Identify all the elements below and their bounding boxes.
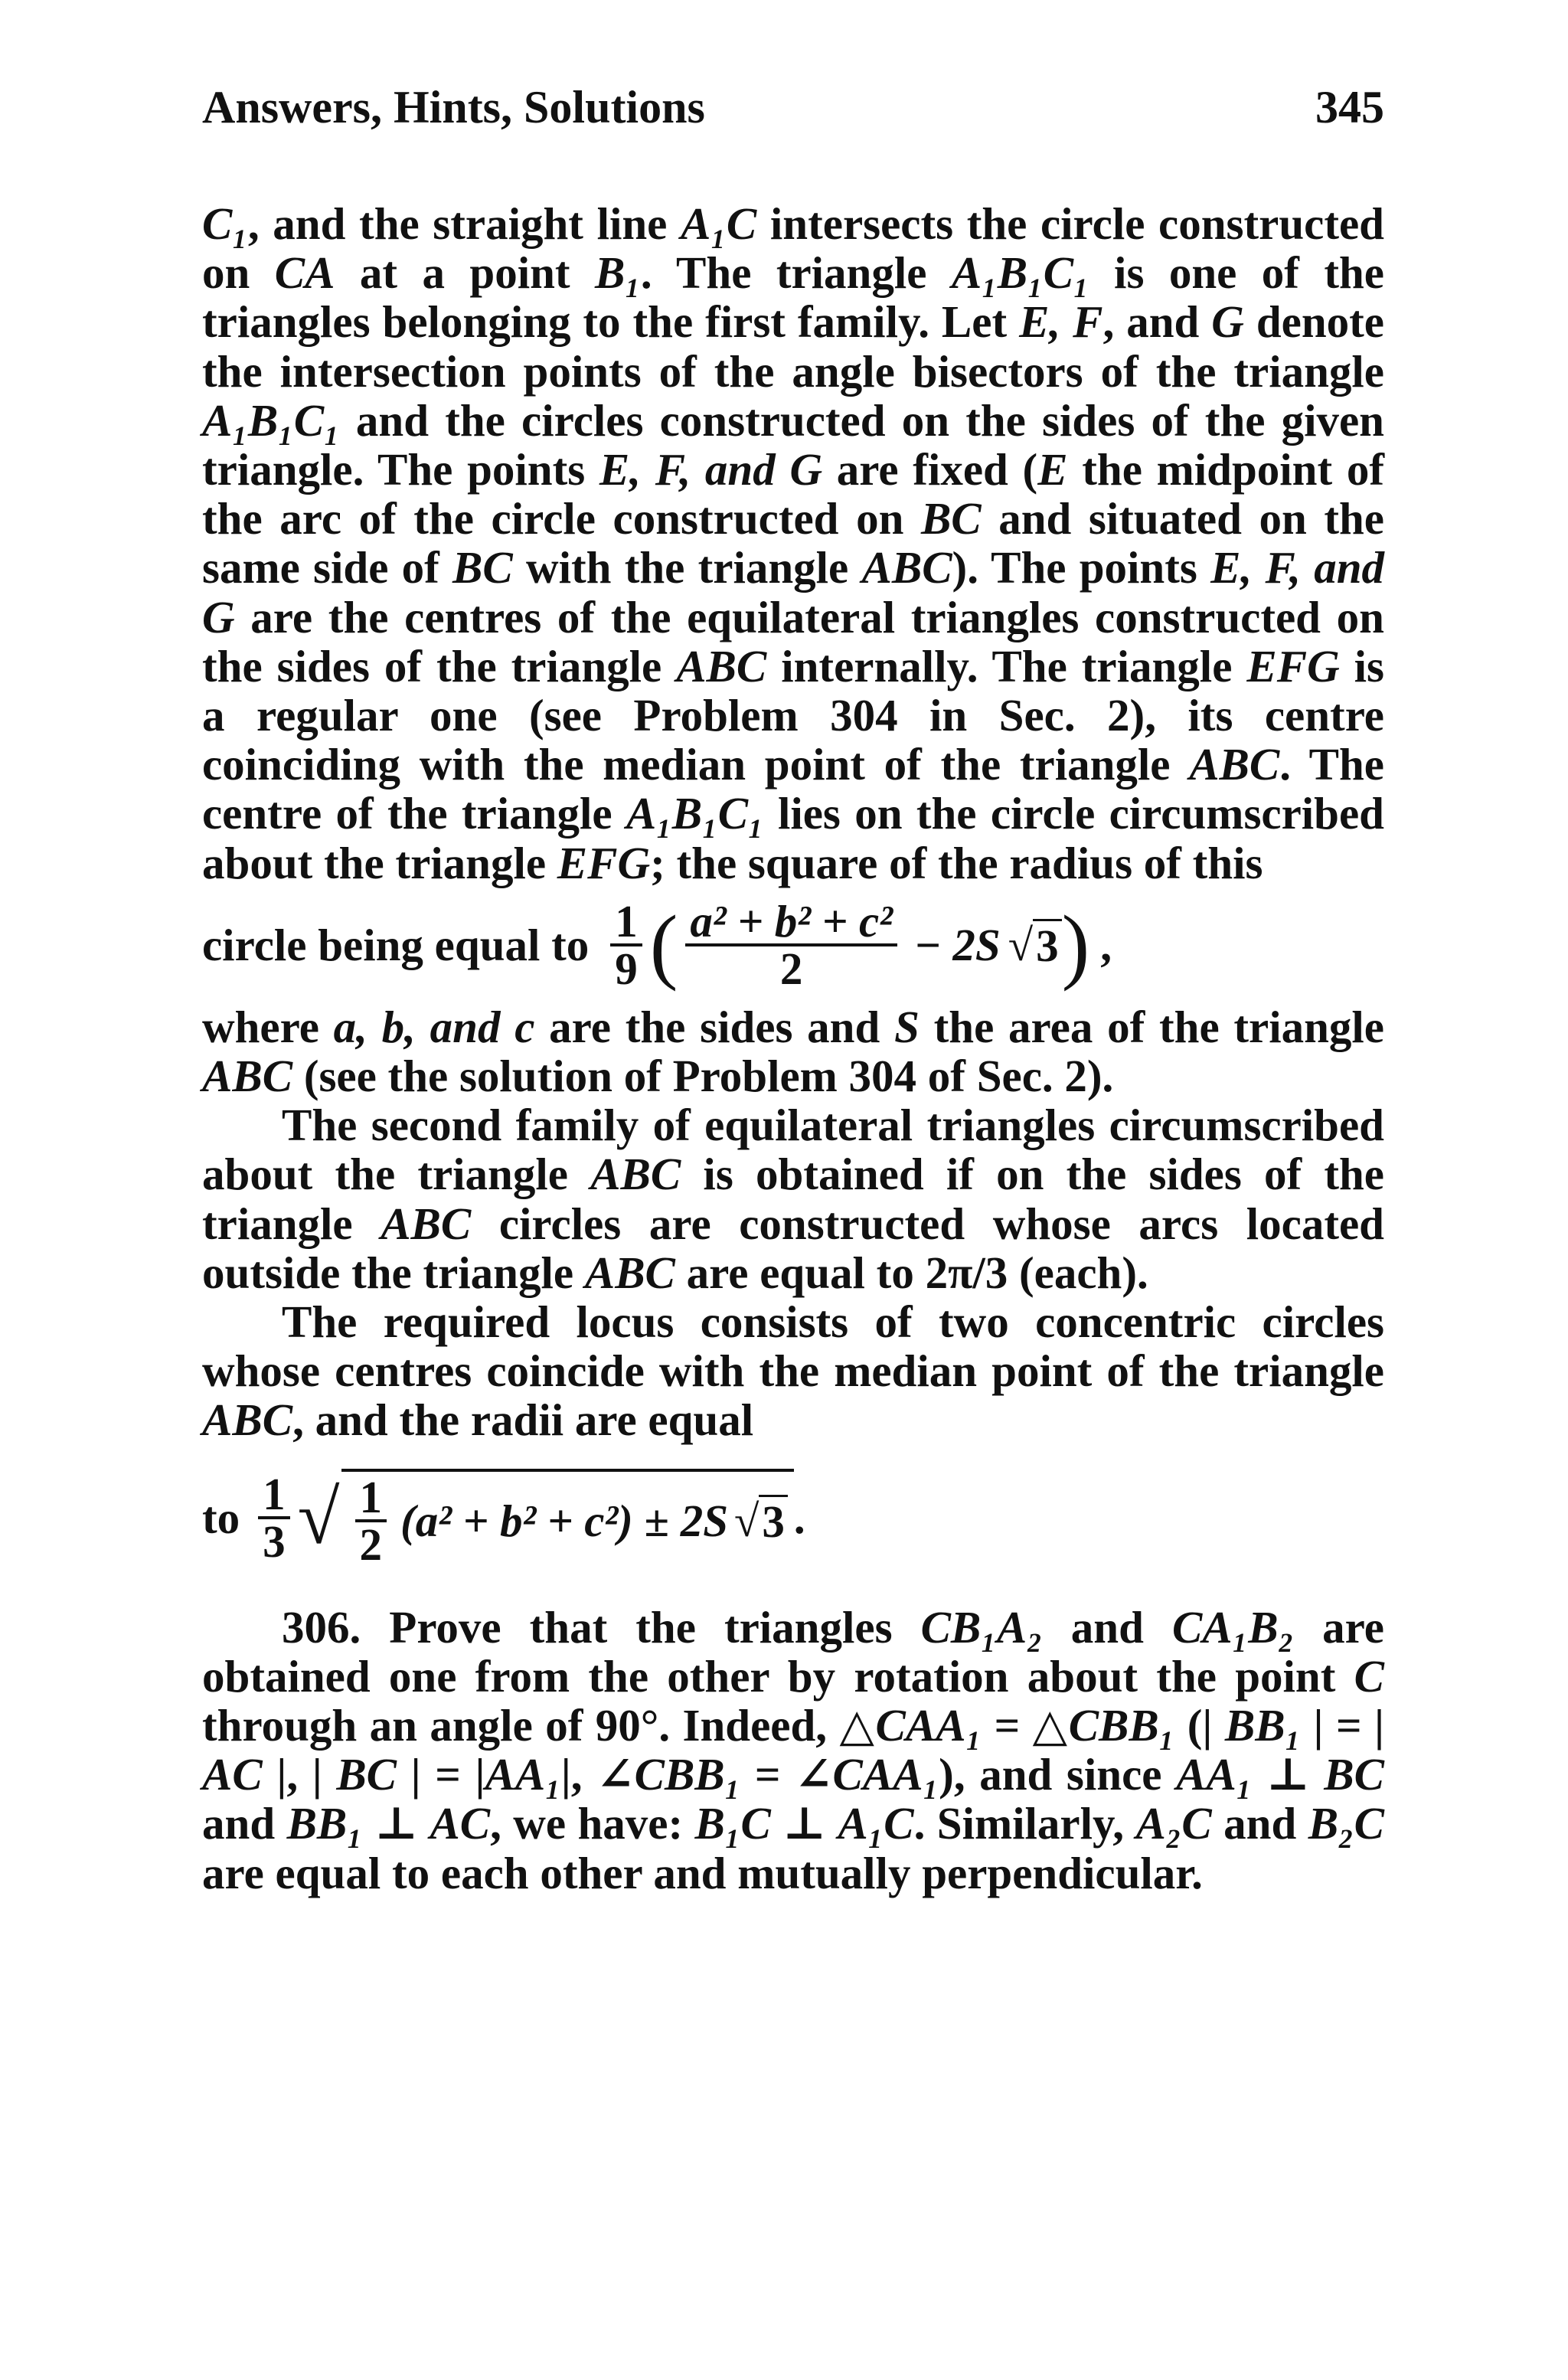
fraction-sum-squares: $\frac{\text{a² + b² + c²}}{2}$ <box>685 899 897 991</box>
left-paren: ( <box>649 897 678 992</box>
page-number: 345 <box>1315 82 1384 132</box>
paragraph-first-family: C₁, and the straight line A₁C intersects the circle constructed on CA at a point B₁. The triangle A₁B₁C₁ is one of the triangles belonging to the first family. Let E, F, and G denote the intersection points of the angle bisectors of the triangle A₁B₁C₁ and the circles constructed on the sides of the given triangle. The points E, F, and G are fixed (E the midpoint of the arc of the circle constructed on BC and situated on the same side of BC with the triangle ABC). The points E, F, and G are the centres of the equilateral triangles constructed on the sides of the triangle ABC internally. The triangle EFG is a regular one (see Problem 304 in Sec. 2), its centre coinciding with the median point of the triangle ABC. The centre of the triangle A₁B₁C₁ lies on the circle circumscribed about the triangle EFG; the square of the radius of this <box>202 198 1385 888</box>
locus-radius-formula: to $\frac{1}{3}$ √ $\frac{1}{2}$ (a² + b² + c²) ± 2S √ 3 . <box>202 1468 805 1570</box>
right-paren: ) <box>1061 897 1090 992</box>
formula-minus-term: − 2S <box>913 919 1001 970</box>
root-three: 3 <box>1033 919 1062 970</box>
fraction-one-half: $\frac{1}{2}$ <box>355 1475 387 1567</box>
page-body <box>202 199 1384 1898</box>
header-title: Answers, Hints, Solutions <box>202 82 705 132</box>
radius-formula: circle being equal to $\frac{1}{9}$ ( $\frac{\text{a² + b² + c²}}{2}$ − 2S √ 3 ) , <box>202 895 1112 994</box>
fraction-one-ninth: $\frac{1}{9}$ <box>610 899 642 991</box>
paragraph-where: where a, b, and c are the sides and S the area of the triangle ABC (see the solution of Problem 304 of Sec. 2). <box>202 1001 1384 1102</box>
fraction-one-third: $\frac{1}{3}$ <box>258 1472 290 1564</box>
formula-lead-text: circle being equal to <box>202 919 590 970</box>
paragraph-locus: The required locus consists of two concentric circles whose centres coincide with the median point of the triangle ABC, and the radii are equal <box>202 1296 1384 1446</box>
paragraph-second-family: The second family of equilateral triangles circumscribed about the triangle ABC is obtained if on the sides of the triangle ABC circles are constructed whose arcs located outside the triangle ABC are equal to 2π/3 (each). <box>202 1100 1384 1298</box>
problem-number: 306. <box>282 1601 361 1653</box>
square-root: √ $\frac{1}{2}$ (a² + b² + c²) ± 2S √ 3 <box>298 1469 794 1567</box>
problem-306: 306. Prove that the triangles CB₁A₂ and CA₁B₂ are obtained one from the other by rotation about the point C through an angle of 90°. Indeed, △CAA₁ = △CBB₁ (| BB₁ | = | AC |, | BC | = |AA₁|, ∠CBB₁ = ∠CAA₁), and since AA₁ ⊥ BC and BB₁ ⊥ AC, we have: B₁C ⊥ A₁C. Similarly, A₂C and B₂C are equal to each other and mutually perpendicular. <box>202 1601 1385 1898</box>
formula2-lead-text: to <box>202 1492 240 1543</box>
